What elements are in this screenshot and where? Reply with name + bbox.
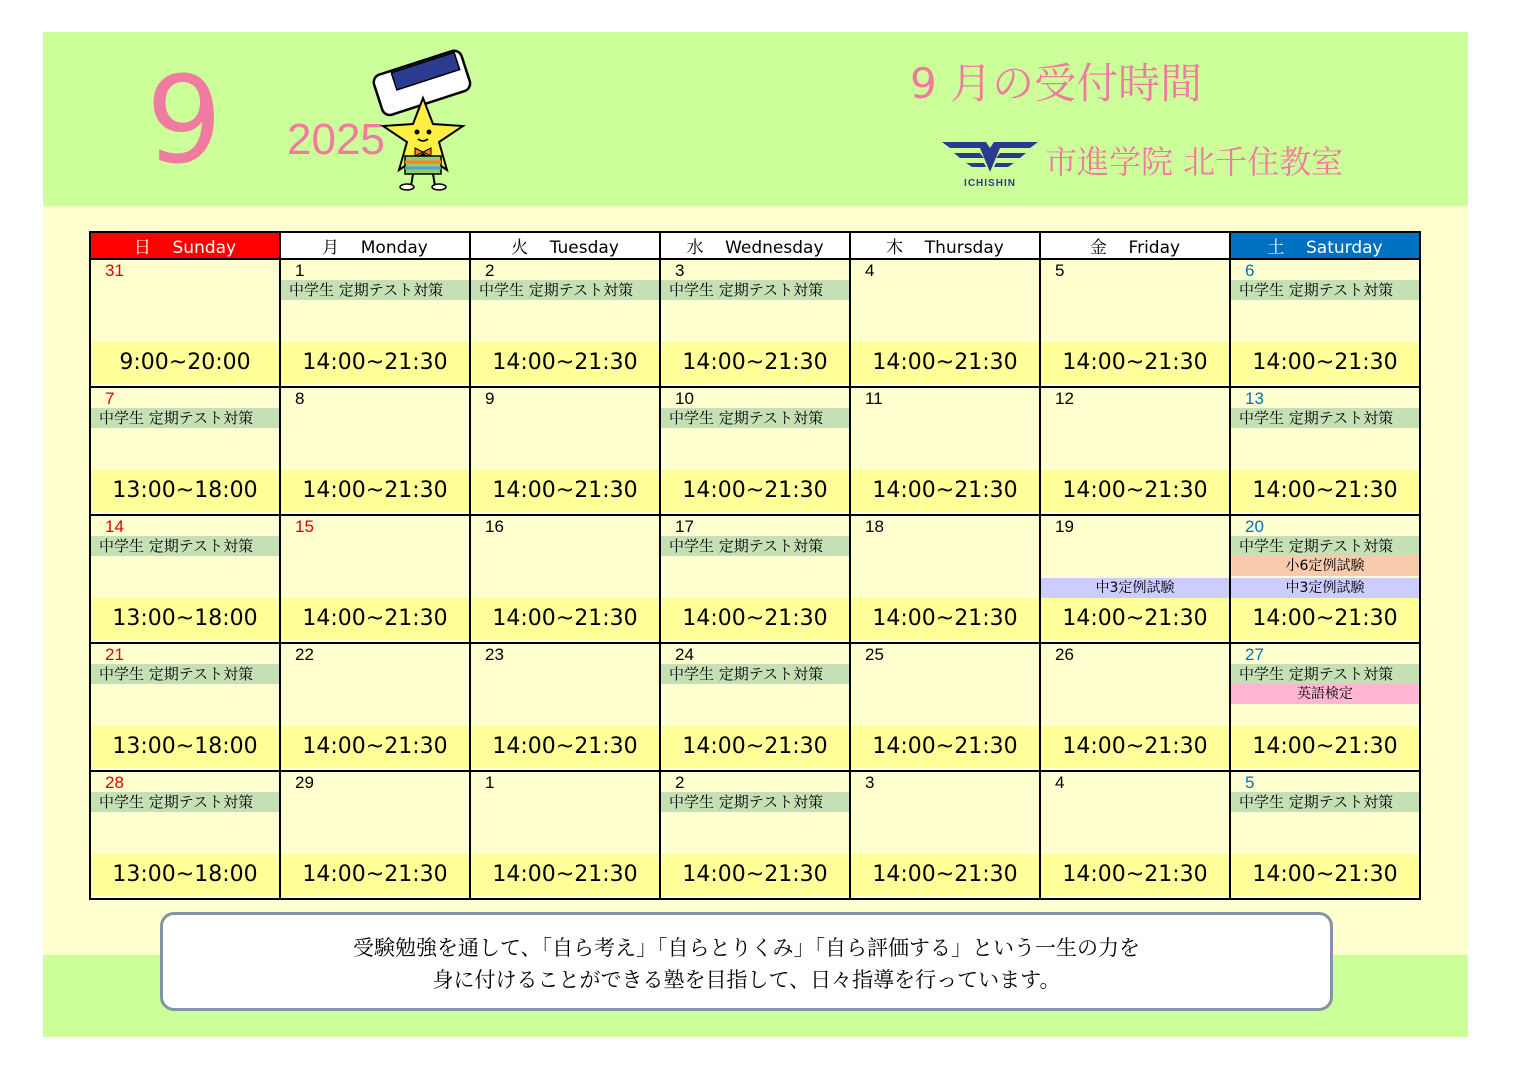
weekday-header-monday — [280, 232, 470, 259]
day-cell — [90, 643, 280, 771]
day-number: 4 — [865, 261, 875, 280]
day-cell — [90, 771, 280, 899]
weekday-header-tuesday — [470, 232, 660, 259]
calendar-table — [89, 231, 1421, 900]
day-cell — [470, 259, 660, 387]
day-cell — [660, 515, 850, 643]
day-number: 14 — [105, 517, 124, 536]
day-cell — [90, 387, 280, 515]
reception-hours: 14:00~21:30 — [1041, 726, 1229, 768]
day-cell — [660, 259, 850, 387]
test-prep-event: 中学生 定期テスト対策 — [1231, 408, 1419, 428]
day-number: 7 — [105, 389, 115, 408]
day-number: 27 — [1245, 645, 1264, 664]
day-number: 25 — [865, 645, 884, 664]
message-line-2: 身に付けることができる塾を目指して、日々指導を行っています。 — [432, 968, 1061, 992]
month-number: 9 — [146, 52, 223, 191]
day-cell — [660, 387, 850, 515]
reception-hours: 14:00~21:30 — [471, 726, 659, 768]
reception-hours: 14:00~21:30 — [661, 598, 849, 640]
reception-hours: 14:00~21:30 — [281, 342, 469, 384]
day-cell — [850, 259, 1040, 387]
test-prep-event: 中学生 定期テスト対策 — [91, 792, 279, 812]
week-row — [90, 259, 1420, 387]
ichishin-logo — [940, 138, 1040, 190]
reception-hours: 14:00~21:30 — [851, 470, 1039, 512]
calendar-body — [90, 259, 1420, 899]
weekday-jp: 月 — [322, 238, 340, 258]
test-prep-event: 中学生 定期テスト対策 — [661, 408, 849, 428]
day-number: 23 — [485, 645, 504, 664]
day-number: 10 — [675, 389, 694, 408]
weekday-jp: 水 — [686, 238, 704, 258]
day-cell — [1230, 643, 1420, 771]
weekday-en: Thursday — [924, 238, 1004, 258]
day-number: 12 — [1055, 389, 1074, 408]
weekday-en: Tuesday — [549, 238, 619, 258]
reception-hours: 14:00~21:30 — [471, 854, 659, 896]
day-number: 6 — [1245, 261, 1255, 280]
test-prep-event: 中学生 定期テスト対策 — [1231, 536, 1419, 556]
reception-hours: 14:00~21:30 — [661, 470, 849, 512]
day-cell — [280, 515, 470, 643]
day-number: 5 — [1245, 773, 1255, 792]
exam-event: 小6定例試験 — [1231, 556, 1419, 576]
day-cell — [1040, 515, 1230, 643]
reception-hours: 14:00~21:30 — [1041, 854, 1229, 896]
day-number: 31 — [105, 261, 124, 280]
test-prep-event: 中学生 定期テスト対策 — [91, 536, 279, 556]
year-label: 2025 — [287, 115, 385, 164]
exam-event: 中3定例試験 — [1231, 578, 1419, 598]
reception-hours: 14:00~21:30 — [851, 726, 1039, 768]
day-cell — [470, 387, 660, 515]
reception-hours: 14:00~21:30 — [1231, 726, 1419, 768]
school-name: 市進学院 北千住教室 — [1045, 143, 1344, 181]
test-prep-event: 中学生 定期テスト対策 — [661, 792, 849, 812]
test-prep-event: 中学生 定期テスト対策 — [1231, 664, 1419, 684]
week-row — [90, 387, 1420, 515]
day-number: 16 — [485, 517, 504, 536]
day-cell — [470, 643, 660, 771]
day-cell — [90, 259, 280, 387]
weekday-header-thursday — [850, 232, 1040, 259]
day-number: 28 — [105, 773, 124, 792]
week-row — [90, 771, 1420, 899]
test-prep-event: 中学生 定期テスト対策 — [91, 664, 279, 684]
day-cell — [280, 643, 470, 771]
exam-event: 中3定例試験 — [1041, 578, 1229, 598]
day-cell — [660, 643, 850, 771]
day-cell — [660, 771, 850, 899]
test-prep-event: 中学生 定期テスト対策 — [281, 280, 469, 300]
reception-hours: 14:00~21:30 — [471, 598, 659, 640]
day-cell — [850, 387, 1040, 515]
weekday-header-friday — [1040, 232, 1230, 259]
weekday-jp: 木 — [886, 238, 904, 258]
week-row — [90, 643, 1420, 771]
reception-hours: 14:00~21:30 — [1231, 854, 1419, 896]
page-title: 9 月の受付時間 — [910, 59, 1203, 108]
exam-event: 英語検定 — [1231, 684, 1419, 704]
weekday-en: Friday — [1128, 238, 1181, 258]
day-cell — [1040, 771, 1230, 899]
day-number: 18 — [865, 517, 884, 536]
reception-hours: 14:00~21:30 — [1231, 598, 1419, 640]
reception-hours: 9:00~20:00 — [91, 342, 279, 384]
reception-hours: 14:00~21:30 — [661, 854, 849, 896]
weekday-en: Monday — [360, 238, 428, 258]
weekday-en: Sunday — [172, 238, 237, 258]
day-cell — [1230, 387, 1420, 515]
reception-hours: 14:00~21:30 — [281, 470, 469, 512]
day-number: 29 — [295, 773, 314, 792]
weekday-en: Saturday — [1306, 238, 1383, 258]
weekday-jp: 火 — [511, 238, 529, 258]
week-row — [90, 515, 1420, 643]
day-cell — [1230, 515, 1420, 643]
reception-hours: 14:00~21:30 — [281, 726, 469, 768]
message-line-1: 受験勉強を通して、「自ら考え」「自らとりくみ」「自ら評価する」という一生の力を — [352, 936, 1141, 960]
day-number: 3 — [675, 261, 685, 280]
day-number: 11 — [865, 389, 883, 408]
day-cell — [280, 771, 470, 899]
weekday-header-wednesday — [660, 232, 850, 259]
reception-hours: 14:00~21:30 — [851, 342, 1039, 384]
weekday-en: Wednesday — [725, 238, 824, 258]
day-cell — [1230, 259, 1420, 387]
day-number: 8 — [295, 389, 305, 408]
day-cell — [470, 515, 660, 643]
test-prep-event: 中学生 定期テスト対策 — [1231, 280, 1419, 300]
weekday-jp: 土 — [1267, 238, 1285, 258]
day-cell — [1040, 643, 1230, 771]
weekday-jp: 日 — [133, 238, 151, 258]
day-number: 19 — [1055, 517, 1074, 536]
day-number: 3 — [865, 773, 875, 792]
day-number: 24 — [675, 645, 694, 664]
day-cell — [280, 387, 470, 515]
reception-hours: 14:00~21:30 — [471, 470, 659, 512]
test-prep-event: 中学生 定期テスト対策 — [661, 664, 849, 684]
reception-hours: 14:00~21:30 — [661, 342, 849, 384]
reception-hours: 14:00~21:30 — [1041, 598, 1229, 640]
day-cell — [1040, 387, 1230, 515]
reception-hours: 14:00~21:30 — [851, 598, 1039, 640]
weekday-header-row — [90, 232, 1420, 259]
day-cell — [470, 771, 660, 899]
test-prep-event: 中学生 定期テスト対策 — [661, 280, 849, 300]
day-cell — [1040, 259, 1230, 387]
day-number: 15 — [295, 517, 314, 536]
day-number: 17 — [675, 517, 694, 536]
day-cell — [280, 259, 470, 387]
day-number: 21 — [105, 645, 124, 664]
test-prep-event: 中学生 定期テスト対策 — [91, 408, 279, 428]
day-cell — [90, 515, 280, 643]
mascot-icon — [365, 40, 477, 192]
ichishin-logo-icon — [940, 138, 1040, 178]
reception-hours: 13:00~18:00 — [91, 598, 279, 640]
day-cell — [850, 643, 1040, 771]
test-prep-event: 中学生 定期テスト対策 — [471, 280, 659, 300]
reception-hours: 14:00~21:30 — [1231, 342, 1419, 384]
day-number: 26 — [1055, 645, 1074, 664]
day-number: 2 — [485, 261, 495, 280]
day-number: 9 — [485, 389, 495, 408]
day-number: 5 — [1055, 261, 1065, 280]
reception-hours: 14:00~21:30 — [661, 726, 849, 768]
day-number: 20 — [1245, 517, 1264, 536]
reception-hours: 13:00~18:00 — [91, 854, 279, 896]
day-cell — [850, 515, 1040, 643]
reception-hours: 14:00~21:30 — [281, 854, 469, 896]
day-number: 1 — [485, 773, 495, 792]
weekday-header-sunday — [90, 232, 280, 259]
reception-hours: 14:00~21:30 — [281, 598, 469, 640]
day-cell — [850, 771, 1040, 899]
day-number: 13 — [1245, 389, 1264, 408]
day-number: 2 — [675, 773, 685, 792]
weekday-header-saturday — [1230, 232, 1420, 259]
reception-hours: 14:00~21:30 — [471, 342, 659, 384]
test-prep-event: 中学生 定期テスト対策 — [1231, 792, 1419, 812]
day-number: 22 — [295, 645, 314, 664]
day-cell — [1230, 771, 1420, 899]
day-number: 1 — [295, 261, 305, 280]
weekday-jp: 金 — [1089, 238, 1107, 258]
reception-hours: 14:00~21:30 — [1231, 470, 1419, 512]
reception-hours: 14:00~21:30 — [1041, 342, 1229, 384]
message-box — [160, 912, 1333, 1011]
logo-wordmark: ICHISHIN — [964, 178, 1016, 189]
reception-hours: 13:00~18:00 — [91, 470, 279, 512]
day-number: 4 — [1055, 773, 1065, 792]
reception-hours: 14:00~21:30 — [851, 854, 1039, 896]
reception-hours: 13:00~18:00 — [91, 726, 279, 768]
test-prep-event: 中学生 定期テスト対策 — [661, 536, 849, 556]
reception-hours: 14:00~21:30 — [1041, 470, 1229, 512]
